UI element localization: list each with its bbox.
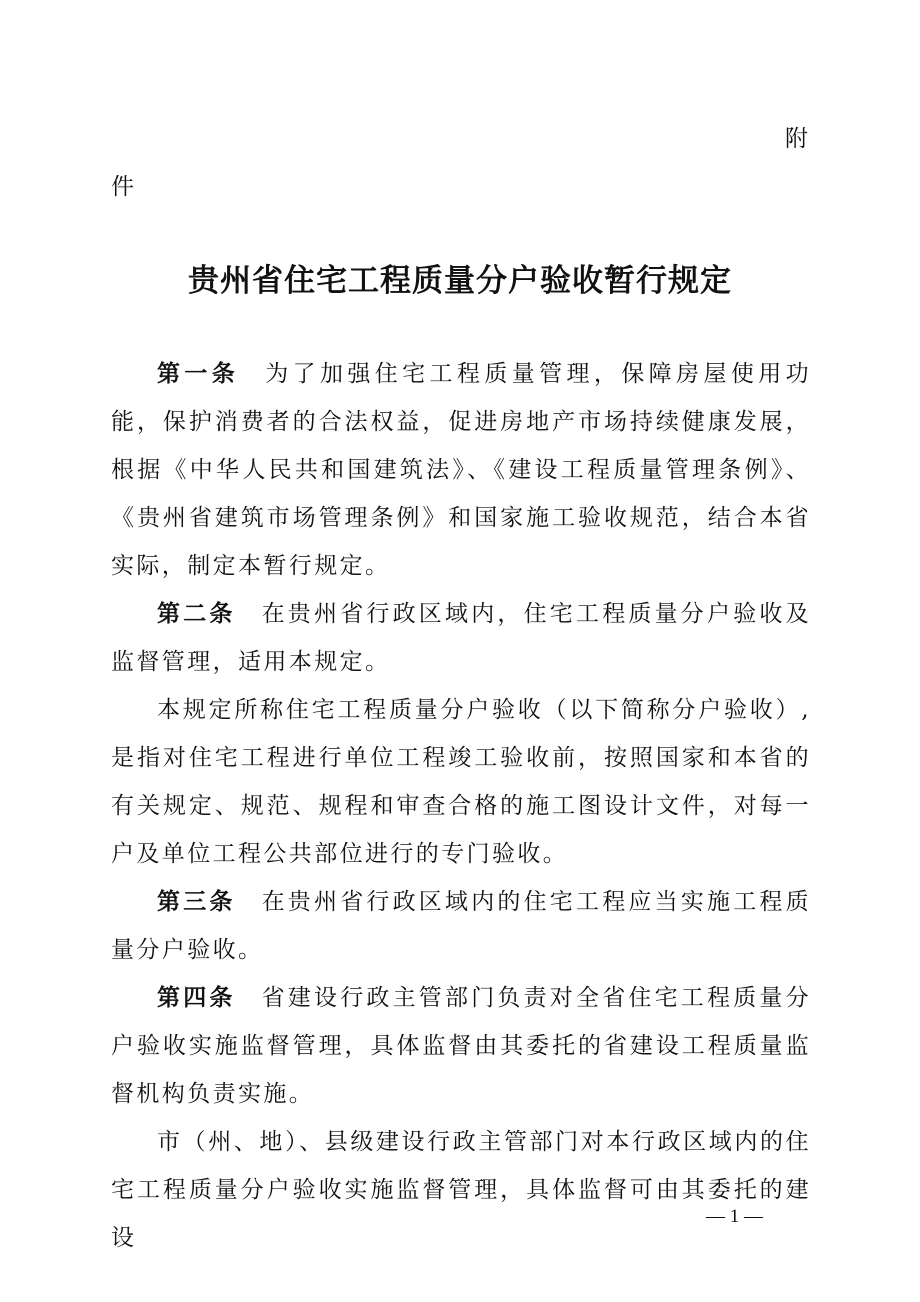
attachment-label-part2: 件: [111, 174, 134, 200]
paragraph-local-supervision: [111, 1118, 811, 1262]
attachment-label-part1: 附: [785, 126, 808, 152]
article-heading: 第一条: [157, 361, 240, 387]
paragraph-text: 本规定所称住宅工程质量分户验收（以下简称分户验收）,是指对住宅工程进行单位工程竣工验收前，按照国家和本省的有关规定、规范、规程和审查合格的施工图设计文件，对每一户及单位工程公共部位进行的专门验收。: [111, 697, 811, 867]
paragraph-text: 为了加强住宅工程质量管理，保障房屋使用功能，保护消费者的合法权益，促进房地产市场持续健康发展，根据《中华人民共和国建筑法》、《建设工程质量管理条例》、《贵州省建筑市场管理条例》和国家施工验收规范，结合本省实际，制定本暂行规定。: [111, 361, 812, 579]
document-body: [111, 350, 811, 1262]
paragraph-article-4: [111, 974, 811, 1118]
paragraph-text: 省建设行政主管部门负责对全省住宅工程质量分户验收实施监督管理，具体监督由其委托的省建设工程质量监督机构负责实施。: [111, 985, 812, 1107]
paragraph-text: 在贵州省行政区域内的住宅工程应当实施工程质量分户验收。: [111, 889, 812, 963]
page-number: — 1 —: [706, 1206, 763, 1227]
paragraph-article-3: [111, 878, 811, 974]
paragraph-text: 在贵州省行政区域内，住宅工程质量分户验收及监督管理，适用本规定。: [111, 601, 812, 675]
article-heading: 第二条: [157, 601, 236, 627]
document-title: 贵州省住宅工程质量分户验收暂行规定: [188, 263, 732, 299]
paragraph-article-1: [111, 350, 811, 590]
paragraph-definition: [111, 686, 811, 878]
paragraph-text: 市（州、地）、县级建设行政主管部门对本行政区域内的住宅工程质量分户验收实施监督管理，具体监督可由其委托的建设: [111, 1129, 811, 1251]
article-heading: 第四条: [157, 985, 236, 1011]
paragraph-article-2: [111, 590, 811, 686]
article-heading: 第三条: [157, 889, 236, 915]
